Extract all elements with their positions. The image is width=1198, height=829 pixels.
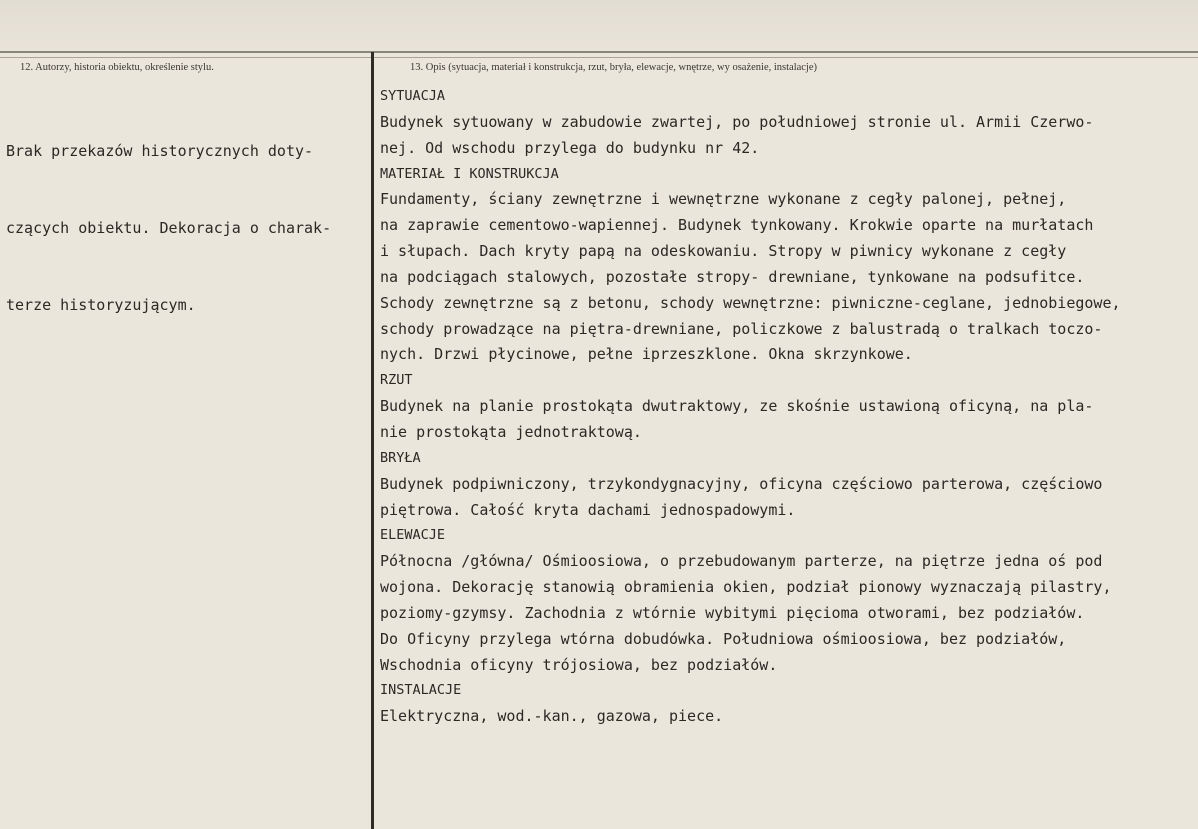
left-text-line: czących obiektu. Dekoracja o charak- [6, 219, 332, 238]
description-line: piętrowa. Całość kryta dachami jednospadowymi. [380, 500, 796, 519]
description-line: Budynek podpiwniczony, trzykondygnacyjny, oficyna częściowo parterowa, częściowo [380, 474, 1103, 493]
column-divider [371, 52, 374, 829]
top-border-line [0, 51, 1198, 53]
description-line: Wschodnia oficyny trójosiowa, bez podziałów. [380, 655, 778, 674]
description-line: Fundamenty, ściany zewnętrzne i wewnętrzne wykonane z cegły palonej, pełnej, [380, 190, 1067, 209]
header-divider-line [0, 57, 1198, 58]
description-text [380, 84, 1192, 730]
description-line: Północna /główna/ Ośmioosiowa, o przebudowanym parterze, na piętrze jedna oś pod [380, 552, 1103, 571]
section-heading-sytuacja: SYTUACJA [380, 88, 446, 104]
description-line: wojona. Dekorację stanowią obramienia okien, podział pionowy wyznaczają pilastry, [380, 578, 1112, 597]
right-column-header: 13. Opis (sytuacja, materiał i konstrukcja, rzut, bryła, elewacje, wnętrze, wy osażenie, instalacje) [410, 62, 818, 73]
section-heading-bryla: BRYŁA [380, 449, 421, 466]
description-line: poziomy-gzymsy. Zachodnia z wtórnie wybitymi pięcioma otworami, bez podziałów. [380, 603, 1085, 622]
authors-history-text [6, 88, 366, 345]
description-line: schody prowadzące na piętra-drewniane, policzkowe z balustradą o tralkach toczo- [380, 319, 1103, 338]
description-line: nej. Od wschodu przylega do budynku nr 42. [380, 138, 760, 157]
description-line: na zaprawie cementowo-wapiennej. Budynek tynkowany. Krokwie oparte na murłatach [380, 216, 1094, 235]
description-line: nych. Drzwi płycinowe, pełne iprzeszklone. Okna skrzynkowe. [380, 345, 913, 364]
top-margin-band [0, 0, 1198, 52]
description-line: Budynek sytuowany w zabudowie zwartej, po południowej stronie ul. Armii Czerwo- [380, 112, 1094, 131]
description-line: Do Oficyny przylega wtórna dobudówka. Południowa ośmioosiowa, bez podziałów, [380, 629, 1067, 648]
left-text-line: Brak przekazów historycznych doty- [6, 142, 314, 161]
left-column-header: 12. Autorzy, historia obiektu, określenie stylu. [20, 62, 214, 73]
description-line: Elektryczna, wod.-kan., gazowa, piece. [380, 707, 724, 726]
left-text-line: terze historyzującym. [6, 296, 196, 315]
description-line: na podciągach stalowych, pozostałe stropy- drewniane, tynkowane na podsufitce. [380, 267, 1085, 286]
section-heading-elewacje: ELEWACJE [380, 527, 446, 544]
section-heading-instalacje: INSTALACJE [380, 682, 462, 699]
description-line: Schody zewnętrzne są z betonu, schody wewnętrzne: piwniczne-ceglane, jednobiegowe, [380, 293, 1121, 312]
section-heading-material: MATERIAŁ I KONSTRUKCJA [380, 165, 559, 182]
description-line: i słupach. Dach kryty papą na odeskowaniu. Stropy w piwnicy wykonane z cegły [380, 242, 1067, 261]
section-heading-rzut: RZUT [380, 372, 413, 389]
description-line: Budynek na planie prostokąta dwutraktowy, ze skośnie ustawioną oficyną, na pla- [380, 397, 1094, 416]
description-line: nie prostokąta jednotraktową. [380, 422, 642, 441]
